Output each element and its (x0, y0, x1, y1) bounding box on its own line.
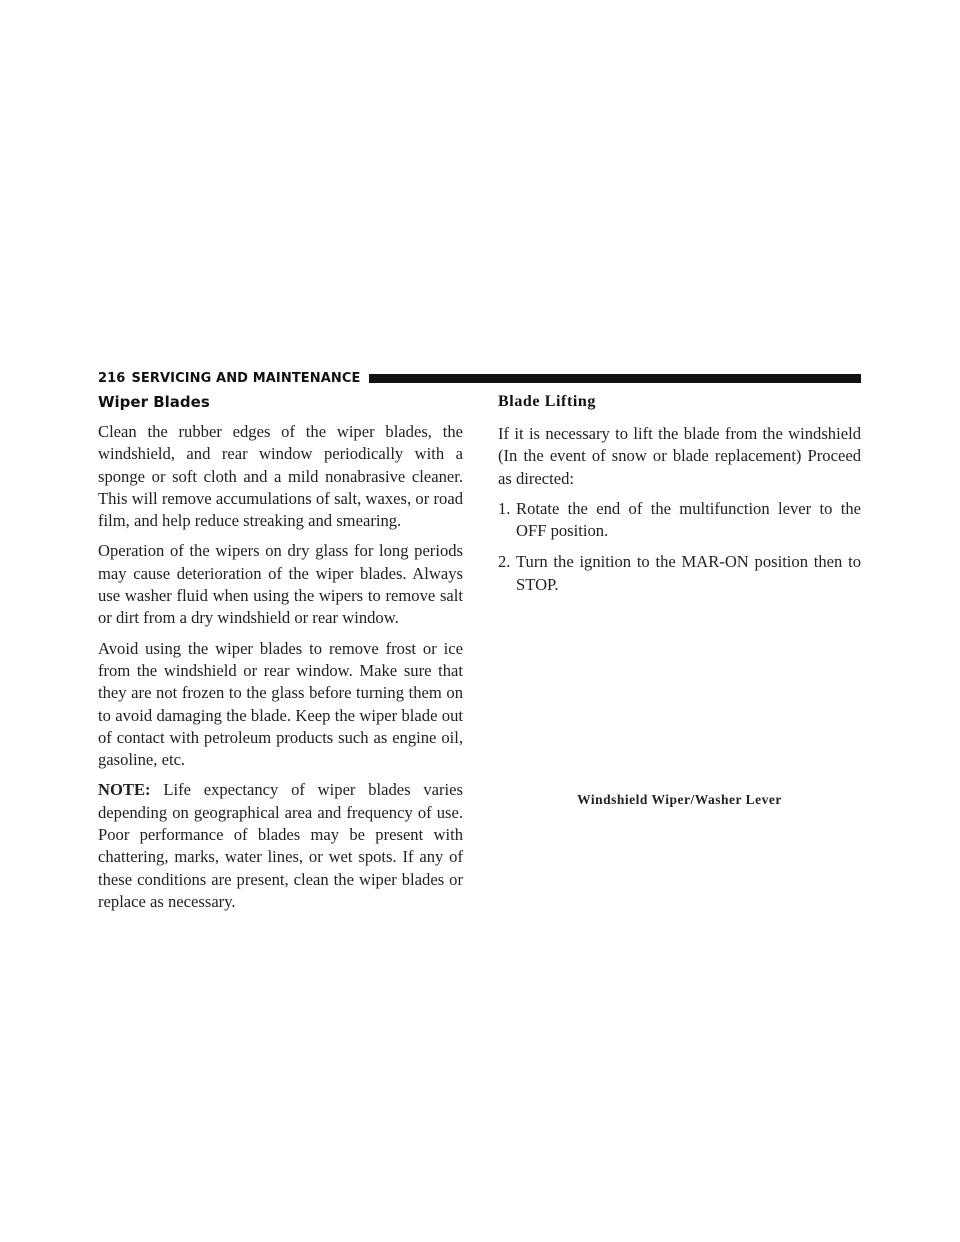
note-label: NOTE: (98, 780, 151, 800)
page-number: 216 (98, 370, 126, 386)
step-text: Rotate the end of the multifunction lever to the OFF position. (516, 498, 861, 541)
blade-lifting-heading: Blade Lifting (498, 393, 597, 410)
wiper-blades-heading: Wiper Blades (98, 393, 210, 411)
right-column (498, 392, 861, 605)
header-rule (369, 374, 861, 383)
section-title: SERVICING AND MAINTENANCE (131, 370, 361, 386)
blade-lifting-intro: If it is necessary to lift the blade from the windshield (In the event of snow or blade replacement) Proceed as directed: (498, 424, 861, 488)
paragraph-dry-glass: Operation of the wipers on dry glass for long periods may cause deterioration of the wiper blades. Always use washer fluid when using the wipers to remove salt or dirt from a dry windshield or rear window. (98, 541, 463, 628)
step-item (498, 498, 861, 543)
figure-caption: Windshield Wiper/Washer Lever (577, 792, 782, 807)
paragraph-frost-ice: Avoid using the wiper blades to remove frost or ice from the windshield or rear window. Make sure that they are not frozen to the glass before turning them on to avoid damaging the blade. Keep the wiper blade out of contact with petroleum products such as engine oil, gasoline, etc. (98, 638, 463, 770)
note-paragraph (98, 779, 463, 913)
left-column (98, 392, 463, 921)
step-number: 1. (498, 498, 511, 518)
page-header (98, 368, 861, 388)
note-text: Life expectancy of wiper blades varies depending on geographical area and frequency of use. Poor performance of blades may be present with chattering, marks, water lines, or wet spots. If any of these conditions are present, clean the wiper blades or replace as necessary. (98, 780, 463, 911)
step-text: Turn the ignition to the MAR-ON position then to STOP. (516, 552, 861, 594)
step-number: 2. (498, 552, 511, 572)
step-item (498, 551, 861, 596)
paragraph-cleaning: Clean the rubber edges of the wiper blades, the windshield, and rear window periodically with a sponge or soft cloth and a mild nonabrasive cleaner. This will remove accumulations of salt, waxes, or road film, and help reduce streaking and smearing. (98, 422, 463, 531)
steps-list (498, 498, 861, 596)
